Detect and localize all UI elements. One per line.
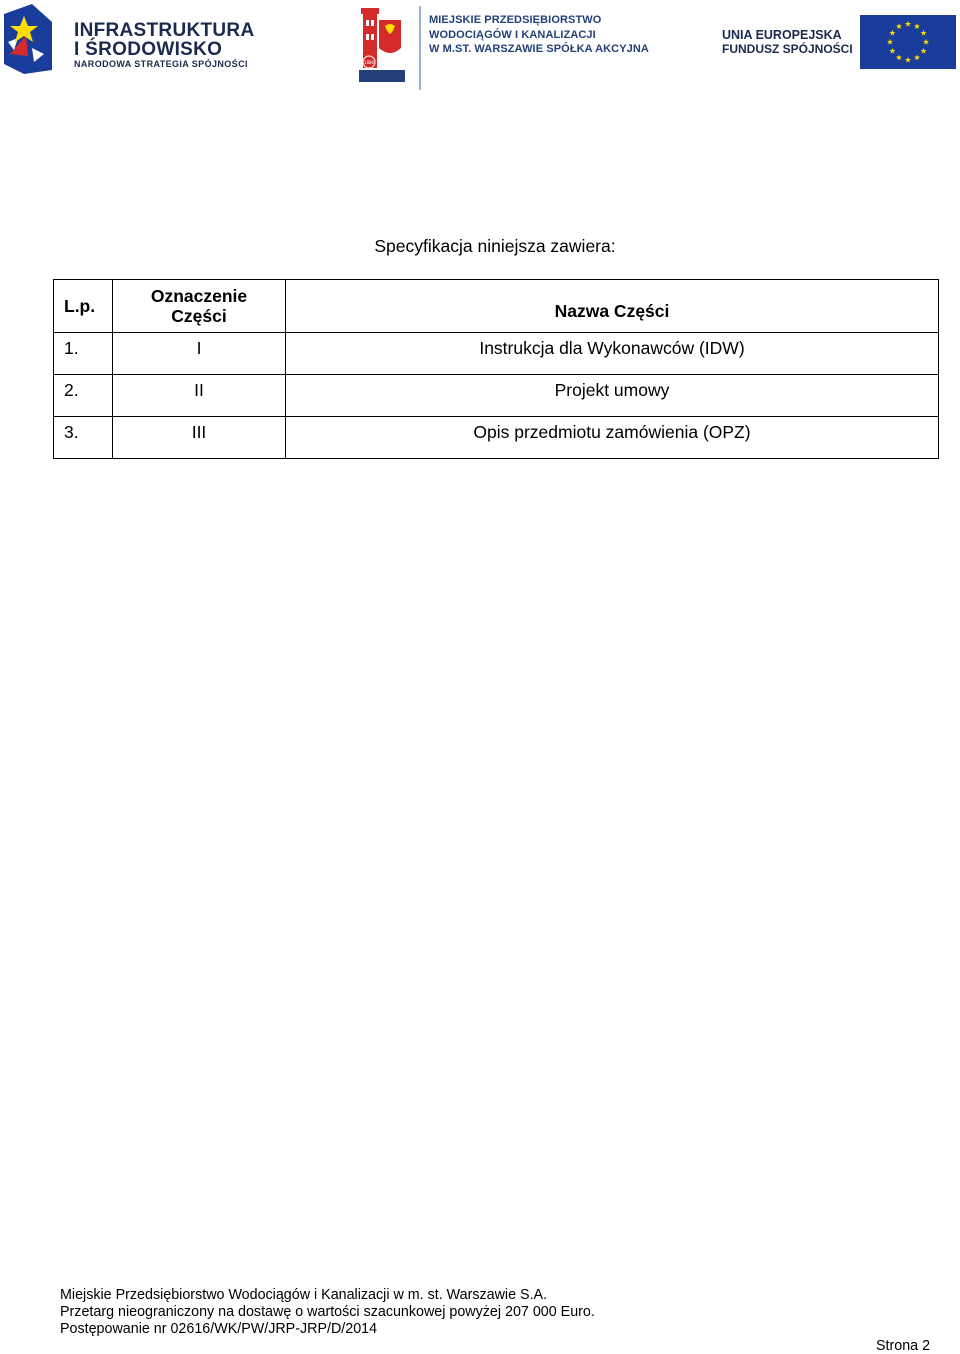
eu-cohesion-fund-logo [720,15,960,75]
table-row [54,417,939,459]
row-oznaczenie: III [113,417,286,459]
logo-mpwik-line2: WODOCIĄGÓW I KANALIZACJI [429,29,596,41]
star-flag-icon [4,4,54,74]
row-oznaczenie: I [113,333,286,375]
logo-is-line2: I ŚRODOWISKO [74,39,223,60]
water-tower-crest-icon [355,6,410,84]
row-oznaczenie: II [113,375,286,417]
mpwik-logo [355,6,649,90]
page-number: Strona 2 [876,1338,931,1354]
header-nazwa: Nazwa Części [286,280,939,333]
header-oznaczenie-line1: Oznaczenie [150,286,248,306]
document-heading: Specyfikacja niniejsza zawiera: [374,236,616,256]
logo-divider [419,6,421,90]
logo-ue-line2: FUNDUSZ SPÓJNOŚCI [722,42,853,56]
logo-is-line3: NARODOWA STRATEGIA SPÓJNOŚCI [74,59,248,69]
row-lp: 2. [54,375,113,417]
logo-mpwik-line3: W M.ST. WARSZAWIE SPÓŁKA AKCYJNA [429,43,649,55]
row-nazwa: Projekt umowy [286,375,939,417]
row-nazwa: Opis przedmiotu zamówienia (OPZ) [286,417,939,459]
infrastruktura-srodowisko-logo [4,4,254,74]
row-lp: 1. [54,333,113,375]
table-header-row [54,280,939,333]
logo-ue-line1: UNIA EUROPEJSKA [722,28,842,42]
eu-flag-icon [860,15,956,69]
footer-line2: Przetarg nieograniczony na dostawę o wartości szacunkowej powyżej 207 000 Euro. [60,1304,595,1320]
page-footer [60,1287,595,1338]
table-row [54,333,939,375]
logo-mpwik-line1: MIEJSKIE PRZEDSIĘBIORSTWO [429,14,602,26]
footer-line3: Postępowanie nr 02616/WK/PW/JRP-JRP/D/2014 [60,1321,378,1337]
contents-table [53,279,939,459]
svg-text:1886: 1886 [363,60,375,65]
header-oznaczenie-line2: Części [171,306,227,326]
row-nazwa: Instrukcja dla Wykonawców (IDW) [286,333,939,375]
header-oznaczenie [113,280,286,333]
footer-line1: Miejskie Przedsiębiorstwo Wodociągów i Kanalizacji w m. st. Warszawie S.A. [60,1287,548,1303]
row-lp: 3. [54,417,113,459]
logo-is-line1: INFRASTRUKTURA [74,20,255,41]
header-lp: L.p. [54,280,113,333]
table-row [54,375,939,417]
